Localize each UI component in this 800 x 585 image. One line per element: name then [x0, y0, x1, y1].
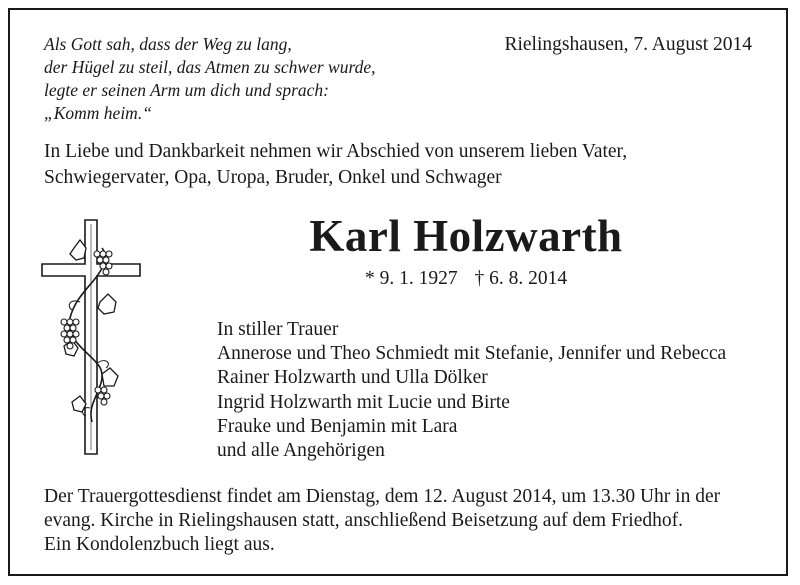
death-date: † 6. 8. 2014 [474, 268, 568, 289]
poem [44, 33, 376, 125]
mourners-line: Rainer Holzwarth und Ulla Dölker [217, 367, 488, 389]
intro-text [44, 139, 627, 191]
deceased-name: Karl Holzwarth [309, 211, 623, 261]
place-date: Rielingshausen, 7. August 2014 [504, 34, 752, 55]
service-info [44, 485, 720, 557]
service-line: evang. Kirche in Rielingshausen statt, anschließend Beisetzung auf dem Friedhof. [44, 510, 683, 531]
poem-line: der Hügel zu steil, das Atmen zu schwer wurde, [44, 57, 376, 77]
poem-line: „Komm heim.“ [44, 103, 152, 123]
mourners-list [217, 318, 726, 463]
intro-line: Schwiegervater, Opa, Uropa, Bruder, Onkel und Schwager [44, 167, 502, 188]
mourners-line: und alle Angehörigen [217, 440, 385, 462]
intro-line: In Liebe und Dankbarkeit nehmen wir Abschied von unserem lieben Vater, [44, 141, 628, 162]
mourners-line: Ingrid Holzwarth mit Lucie und Birte [217, 391, 510, 413]
life-dates [10, 268, 800, 290]
mourners-line: Annerose und Theo Schmiedt mit Stefanie, Jennifer und Rebecca [217, 343, 727, 365]
poem-line: legte er seinen Arm um dich und sprach: [44, 80, 329, 100]
birth-date: * 9. 1. 1927 [364, 268, 458, 289]
mourners-line: Frauke und Benjamin mit Lara [217, 415, 458, 437]
obituary-notice [8, 8, 788, 576]
mourners-line: In stiller Trauer [217, 319, 339, 340]
service-line: Ein Kondolenzbuch liegt aus. [44, 534, 275, 555]
poem-line: Als Gott sah, dass der Weg zu lang, [44, 34, 292, 54]
service-line: Der Trauergottesdienst findet am Dienstag, dem 12. August 2014, um 13.30 Uhr in der [44, 486, 721, 507]
